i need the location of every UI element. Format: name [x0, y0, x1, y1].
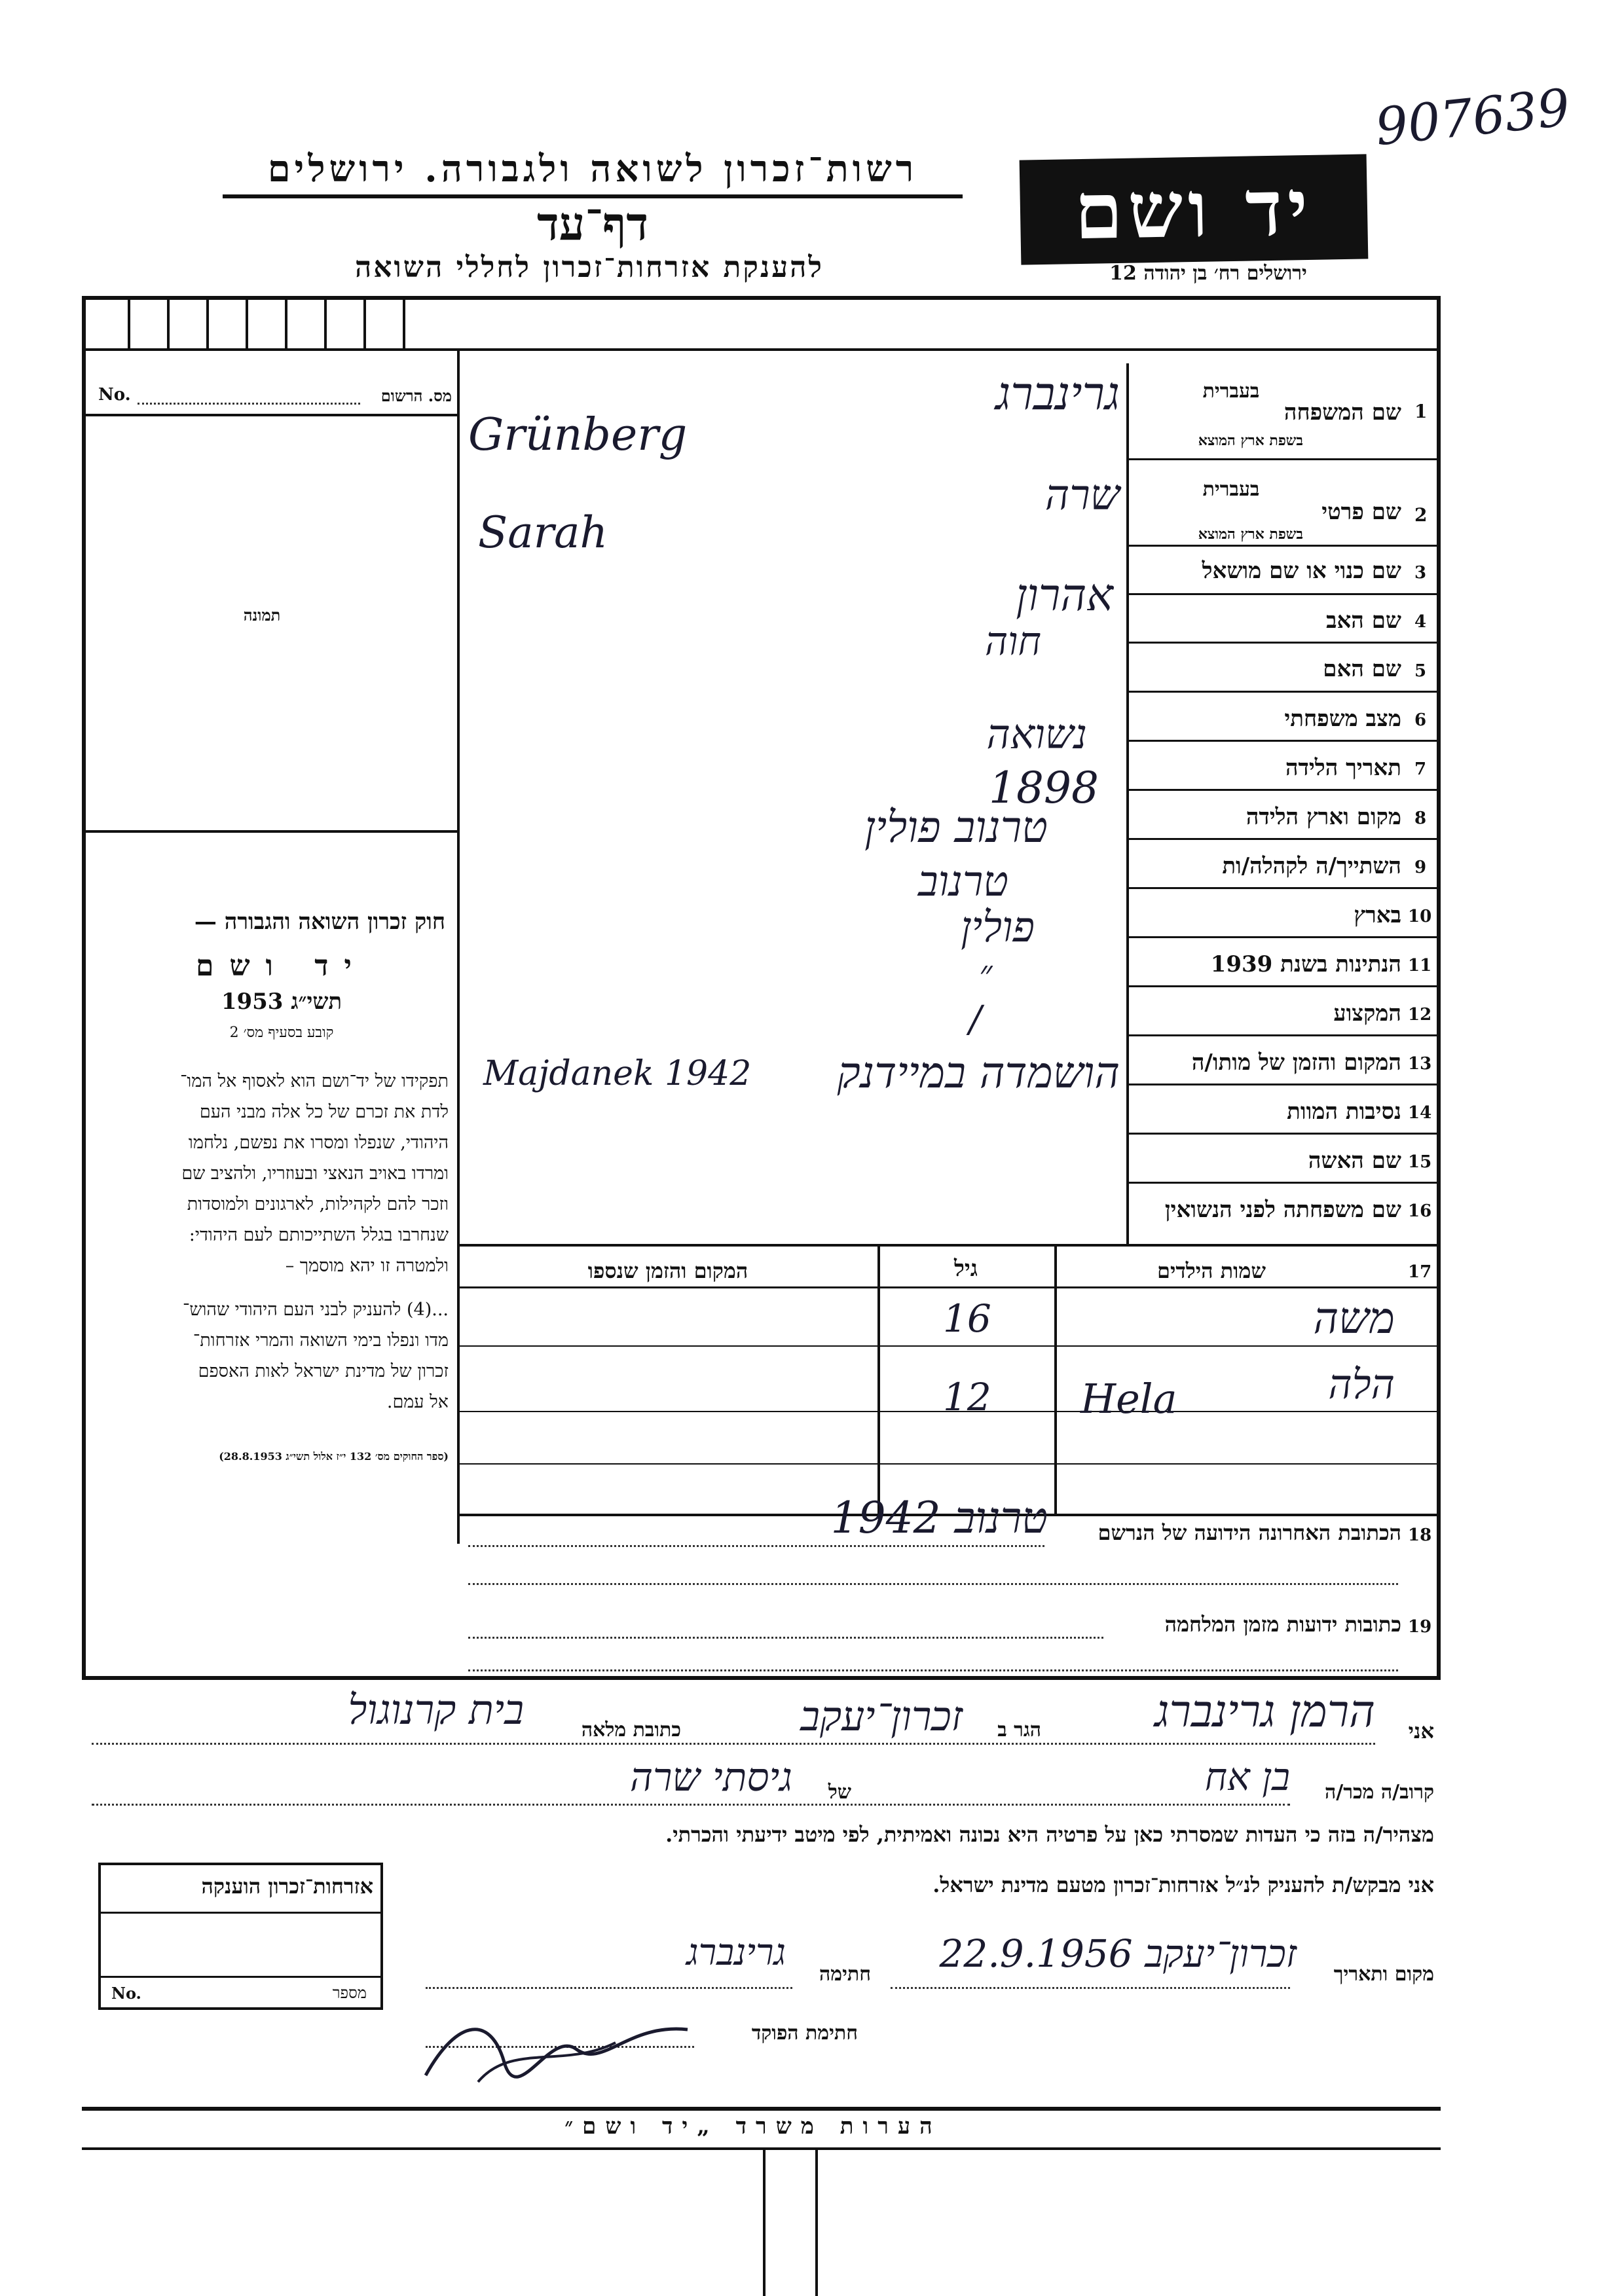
child-age-value: 16	[943, 1296, 991, 1341]
field-label-last-address: הכתובת האחרונה הידועה של הנרשם	[1098, 1520, 1401, 1545]
field-number: 8	[1414, 809, 1427, 828]
field-label-family-name: שם המשפחה	[1283, 399, 1401, 426]
decl-of-label: של	[828, 1781, 851, 1804]
law-text-line: ולמטרה זו יהא מוסמך –	[285, 1256, 449, 1276]
field-label-father-name: שם האב	[1326, 608, 1401, 634]
logo-text: יד ושם	[1073, 161, 1314, 257]
law-text2-line: ...(4) להעניק לבני העם היהודי שהוש־	[183, 1300, 449, 1320]
field-number: 6	[1414, 710, 1427, 730]
law-text-line: תפקידו של יד־ושם הוא לאסוף אל המו־	[180, 1071, 449, 1091]
yad-vashem-logo	[1020, 154, 1369, 264]
citizenship-value: ״	[979, 953, 993, 994]
field-label-country: בארץ	[1354, 902, 1401, 928]
law-text-line: וזכר להם לקהילות, לארגונים ולמוסדות	[187, 1194, 449, 1214]
field-number: 17	[1408, 1262, 1432, 1282]
law-text-line: היהודי, שנפלו ומסרו את נפשם, נלחמו	[188, 1133, 449, 1153]
children-col-names: שמות הילדים	[1157, 1258, 1266, 1283]
field-number: 3	[1414, 563, 1427, 583]
law-text2-line: אל עמם.	[386, 1392, 449, 1412]
declarant-address: בית קרנוגול	[348, 1686, 524, 1734]
form-subtitle: להענקת אזרחות־זכרון לחללי השואה	[354, 251, 824, 284]
field-number: 15	[1408, 1152, 1432, 1172]
field-label-death-circumstances: נסיבות המוות	[1287, 1099, 1401, 1125]
decl-lives-in: הגר ב	[997, 1719, 1041, 1741]
death-place-latin-value: Majdanek 1942	[483, 1054, 752, 1093]
child-name-latin-value: Hela	[1080, 1375, 1177, 1423]
authority-title: רשות־זכרון לשואה ולגבורה. ירושלים	[223, 147, 963, 198]
field-number: 14	[1408, 1103, 1432, 1123]
child-name-value: משה	[1313, 1293, 1395, 1343]
signature-value: גרינברג	[686, 1931, 786, 1974]
field-number: 5	[1414, 661, 1427, 681]
field-label-community: השתייך/ה לקהלה/ות	[1222, 853, 1401, 879]
law-title: חוק זכרון השואה והגבורה —	[194, 909, 445, 935]
family-name-hebrew-value: גרינברג	[995, 367, 1120, 420]
field-number: 9	[1414, 858, 1427, 877]
declarant-relative-name: גיסתי שרה	[629, 1755, 792, 1800]
field-sub-hebrew: בעברית	[1202, 478, 1260, 501]
declarant-city: זכרון־יעקב	[800, 1692, 963, 1740]
field-label-mother-name: שם האם	[1323, 656, 1401, 682]
label-column-divider	[1126, 363, 1129, 1244]
field-label-first-name: שם פרטי	[1321, 499, 1401, 525]
form-title: דף־עד	[536, 196, 648, 251]
law-year: תשי״ג 1953	[221, 989, 342, 1015]
field-number: 13	[1408, 1054, 1432, 1074]
field-number: 7	[1414, 759, 1427, 779]
place-date-label: מקום ותאריך	[1333, 1963, 1434, 1986]
field-number: 19	[1408, 1617, 1432, 1637]
field-label-wife-name: שם האשה	[1308, 1148, 1401, 1174]
first-name-hebrew-value: שרה	[1044, 471, 1120, 520]
law-text-line: לדת את זכרם של כל אלה מבני העם	[199, 1102, 449, 1122]
field-label-wartime-addresses: כתובות ידועות מזמן המלחמה	[1164, 1612, 1401, 1637]
field-label-nickname: שם כנוי או שם מושאל	[1202, 558, 1401, 584]
decl-full-address-label: כתובת מלאה	[581, 1719, 681, 1741]
birth-place-value: טרנוב פולין	[864, 802, 1048, 852]
reg-no-en-label: No.	[98, 385, 131, 405]
family-name-latin-value: Grünberg	[468, 409, 688, 461]
field-sub-origin: בשפת ארץ המוצא	[1198, 432, 1303, 449]
marital-status-value: נשואה	[986, 710, 1087, 758]
field-number: 2	[1414, 504, 1428, 526]
law-text2-line: זכרון של מדינת ישראל לאות האספם	[198, 1361, 449, 1381]
archive-number: 907639	[1373, 78, 1573, 158]
office-remarks-title: הערות משרד „יד ושם״	[564, 2113, 942, 2140]
field-label-birth-place: מקום וארץ הלידה	[1246, 804, 1401, 830]
decl-statement: מצהיר/ה בזה כי העדות שמסרתי כאן על פרטיה היא נכונה ואמיתית, לפי מיטב ידיעתי והכרתי.	[665, 1822, 1434, 1847]
field-label-marital-status: מצב משפחתי	[1284, 706, 1401, 732]
law-text-line: ומרדו באויב הנאצי ובעוזריו, ולהציב שם	[181, 1163, 449, 1184]
logo-address: ירושלים רח׳ בן יהודה 12	[1109, 262, 1307, 285]
law-text2-line: מדו ונפלו בימי השואה והמרי אזרחות־	[193, 1330, 449, 1351]
granted-box-no-en: No.	[111, 1984, 141, 2003]
law-text-line: שנחרבו בגלל השתייכותם לעם היהודי:	[189, 1225, 449, 1245]
mother-name-value: חוה	[984, 619, 1041, 665]
field-number: 16	[1408, 1201, 1432, 1221]
declarant-name: הרמן גרינברג	[1154, 1686, 1375, 1738]
photo-label: תמונה	[243, 606, 281, 625]
field-number: 11	[1408, 956, 1432, 975]
clerk-signature-label: חתימת הפוקד	[751, 2022, 858, 2045]
law-name: יד ושם	[196, 949, 367, 983]
children-col-place: המקום והזמן שנספו	[587, 1258, 748, 1283]
law-reference: (ספר החוקים מס׳ 132 י״ז אלול תשי״ג 28.8.1953)	[219, 1450, 449, 1463]
decl-relative-label: קרוב/ה מכר/ה	[1325, 1781, 1434, 1804]
death-place-value: הושמדה במיידנק	[837, 1048, 1120, 1098]
left-column-divider	[457, 348, 460, 1544]
community-value: טרנוב	[917, 858, 1008, 906]
father-name-value: אהרון	[1016, 570, 1113, 621]
field-sub-hebrew: בעברית	[1202, 380, 1260, 403]
granted-box-number-label: מספר	[332, 1984, 367, 2002]
children-col-age: גיל	[953, 1256, 978, 1282]
field-label-death-place-time: המקום והזמן של מותו/ה	[1191, 1049, 1401, 1076]
birth-date-value: 1898	[989, 763, 1099, 813]
field-number: 10	[1408, 907, 1432, 926]
granted-box-title: אזרחות־זכרון הוענקה	[201, 1874, 373, 1899]
field-label-birth-date: תאריך הלידה	[1285, 755, 1401, 781]
child-age-value: 12	[943, 1375, 991, 1419]
country-value: פולין	[961, 903, 1035, 952]
first-name-latin-value: Sarah	[478, 507, 608, 558]
decl-request: אני מבקש/ת להעניק לנ״ל אזרחות־זכרון מטעם מדינת ישראל.	[932, 1872, 1434, 1897]
last-address-value: טרנוב 1942	[830, 1493, 1048, 1543]
decl-i: אני	[1408, 1719, 1434, 1743]
reg-no-label: מס. הרשום	[380, 386, 452, 405]
field-number: 12	[1408, 1005, 1432, 1025]
field-label-profession: המקצוע	[1333, 1000, 1401, 1027]
field-number: 18	[1408, 1525, 1432, 1545]
signature-label: חתימה	[819, 1963, 871, 1986]
child-name-value: הלה	[1328, 1360, 1395, 1408]
law-clause: קובע בסעיף מס׳ 2	[229, 1025, 334, 1041]
profession-value: /	[969, 998, 982, 1041]
field-number: 1	[1414, 401, 1428, 422]
field-number: 4	[1414, 612, 1427, 632]
clerk-signature-scribble	[419, 2003, 694, 2088]
place-date-value: זכרון־יעקב 22.9.1956	[939, 1931, 1297, 1976]
field-label-maiden-name: שם משפחתה לפני הנשואין	[1164, 1197, 1401, 1223]
field-label-citizenship-1939: הנתינות בשנת 1939	[1210, 951, 1401, 977]
declarant-relation: בן אח	[1204, 1755, 1290, 1799]
field-sub-origin: בשפת ארץ המוצא	[1198, 526, 1303, 543]
